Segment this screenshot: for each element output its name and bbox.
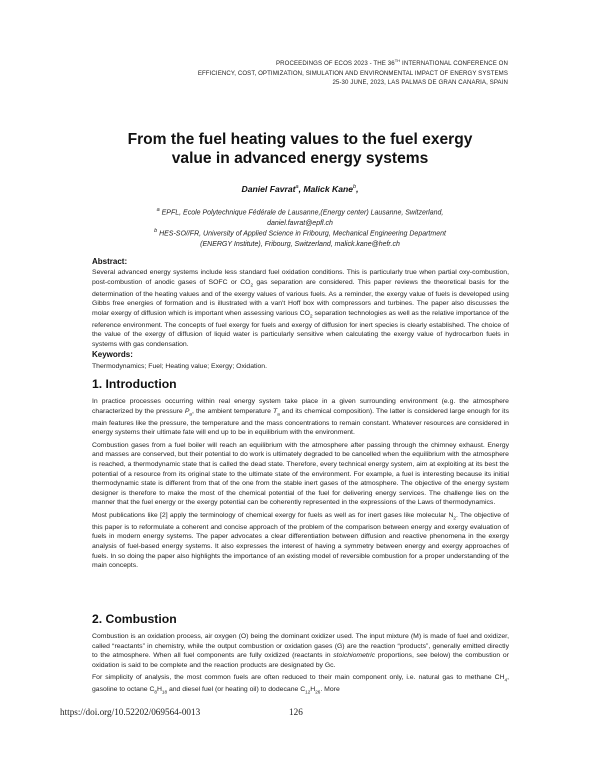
- section-combustion: [92, 612, 509, 700]
- keywords-heading: Keywords:: [92, 350, 133, 359]
- conference-header: [198, 56, 508, 88]
- conference-line-1: PROCEEDINGS OF ECOS 2023 - THE 36TH INTERNATIONAL CONFERENCE ON: [276, 58, 508, 68]
- author-name: Daniel Favrat: [241, 184, 296, 194]
- conference-line-3: 25-30 JUNE, 2023, LAS PALMAS DE GRAN CANARIA, SPAIN: [332, 79, 508, 87]
- author-email: daniel.favrat@epfl.ch: [267, 219, 333, 227]
- abstract-heading: Abstract:: [92, 257, 128, 266]
- paper-title: From the fuel heating values to the fuel exergy value in advanced energy systems: [127, 131, 473, 167]
- section-heading: 2. Combustion: [92, 612, 177, 626]
- author-list: Daniel Favrat$^a$, Malick Kane$^b$,: [241, 184, 359, 194]
- intro-paragraph-2: Combustion gases from a fuel boiler will reach an equilibrium with the atmosphere after passing through the chimney exhaust. Energy and masses are conserved, but their potential to do work is ultimately degraded to be cancelled when the equilibrium with the atmosphere is reached, a thermodynamic state that is called the dead state. Therefore, every technical energy system, aim at exploiting at its best the potential of a resource from its original state to the ultimate state of the environment. For example, a fuel is interesting because its initial thermodynamic state is different from that of the one from the stable inert gases of the atmosphere. The objective of the energy system designer is therefore to make the most of the chemical potential of the fuel for delivering energy services. The challenge lies on the manner that the fuel energy or the exergy potential can be coherently represented in the expressions of the Laws of thermodynamics.: [92, 441, 509, 507]
- author-name: Malick Kane: [303, 184, 354, 194]
- keywords-text: Thermodynamics; Fuel; Heating value; Exergy; Oxidation.: [92, 363, 267, 370]
- intro-paragraph-3: Most publications like [2] apply the terminology of chemical exergy for fuels as well as for inert gases like molecular $N_2$. The objective of this paper is to reformulate a coherent and concise approach of the problem of the comparison between energy and exergy evaluation of fuels in modern energy systems. The paper advocates a clear differentiation between diffusion and reactive phenomena in the exergy analysis of fuel-based energy systems. It also expresses the interest of having a symmetry between energy and exergy approaches of fuels. In so doing the paper also highlights the importance of an existing model of reversible combustion for a proper understanding of the main concepts.: [92, 511, 509, 570]
- intro-paragraph-1: In practice processes occurring within real energy system take place in a given surrounding environment (e.g. the atmosphere characterized by the pressure $P_a$, the ambient temperature $T_a$ and its chemical composition). The latter is considered large enough for its main features like the pressure, the temperature and the mass concentrations to remain constant. Whatever resources are considered in energy systems their ultimate fate will end up to be in equilibrium with the environment.: [92, 398, 509, 437]
- doi-link[interactable]: https://doi.org/10.52202/069564-0013: [60, 707, 201, 717]
- affiliation-a: $^a$ EPFL, Ecole Polytechnique Fédérale de Lausanne,(Energy center) Lausanne, Switzerland, daniel.favrat@epfl.ch: [60, 205, 540, 230]
- page-number: 126: [289, 707, 303, 717]
- combustion-paragraph-1: Combustion is an oxidation process, air oxygen (O) being the dominant oxidizer used. The input mixture (M) is made of fuel and oxidizer, called “reactants” in chemistry, while the output combustion or oxidation gases (G) are the reaction “products”, generally emitted directly to the atmosphere. When all fuel components are fully oxidized (reactants in stoichiometric proportions, see below) the combustion or oxidation is said to be complete and the reaction products are designated by Gc.: [92, 633, 509, 669]
- section-introduction: [92, 377, 509, 574]
- section-heading: 1. Introduction: [92, 377, 177, 391]
- abstract-section: [92, 257, 509, 352]
- combustion-paragraph-2: For simplicity of analysis, the most common fuels are often reduced to their main component only, i.e. natural gas to methane $CH_4$, gasoline to octane $C_8H_{18}$ and diesel fuel (or heating oil) to dodecane $C_{12}H_{26}$. More: [92, 674, 509, 695]
- abstract-text: Several advanced energy systems include less standard fuel oxidation conditions. This is particularly true when partial oxy-combustion, post-combustion of anodic gases of SOFC or $CO_2$ gas separation are considered. This paper reviews the theoretical basis for the determination of the heating values and of the exergy values of various fuels. As a reminder, the exergy value of fuels is developed using Gibbs free energies of formation and is illustrated with a van't Hoff box with compressors and turbines. The paper also discusses the molar exergy of diffusion which is important when assessing various $CO_2$ separation technologies as well as the relative importance of the reference environment. The concepts of fuel exergy for fuels and exergy of diffusion for inert species is clearly established. The choice of the value of the exergy of diffusion of liquid water is particularly sensitive when calculating the exergy value of hydrocarbon fuels in systems with gas condensation.: [92, 269, 509, 348]
- affiliation-b: $^b$ HES-SO//FR, University of Applied Science in Fribourg, Mechanical Engineering Department (ENERGY Institute), Fribourg, Switzerland, malick.kane@hefr.ch: [154, 228, 446, 248]
- keywords-section: [92, 350, 509, 375]
- conference-line-2: EFFICIENCY, COST, OPTIMIZATION, SIMULATION AND ENVIRONMENTAL IMPACT OF ENERGY SYSTEMS: [197, 69, 508, 77]
